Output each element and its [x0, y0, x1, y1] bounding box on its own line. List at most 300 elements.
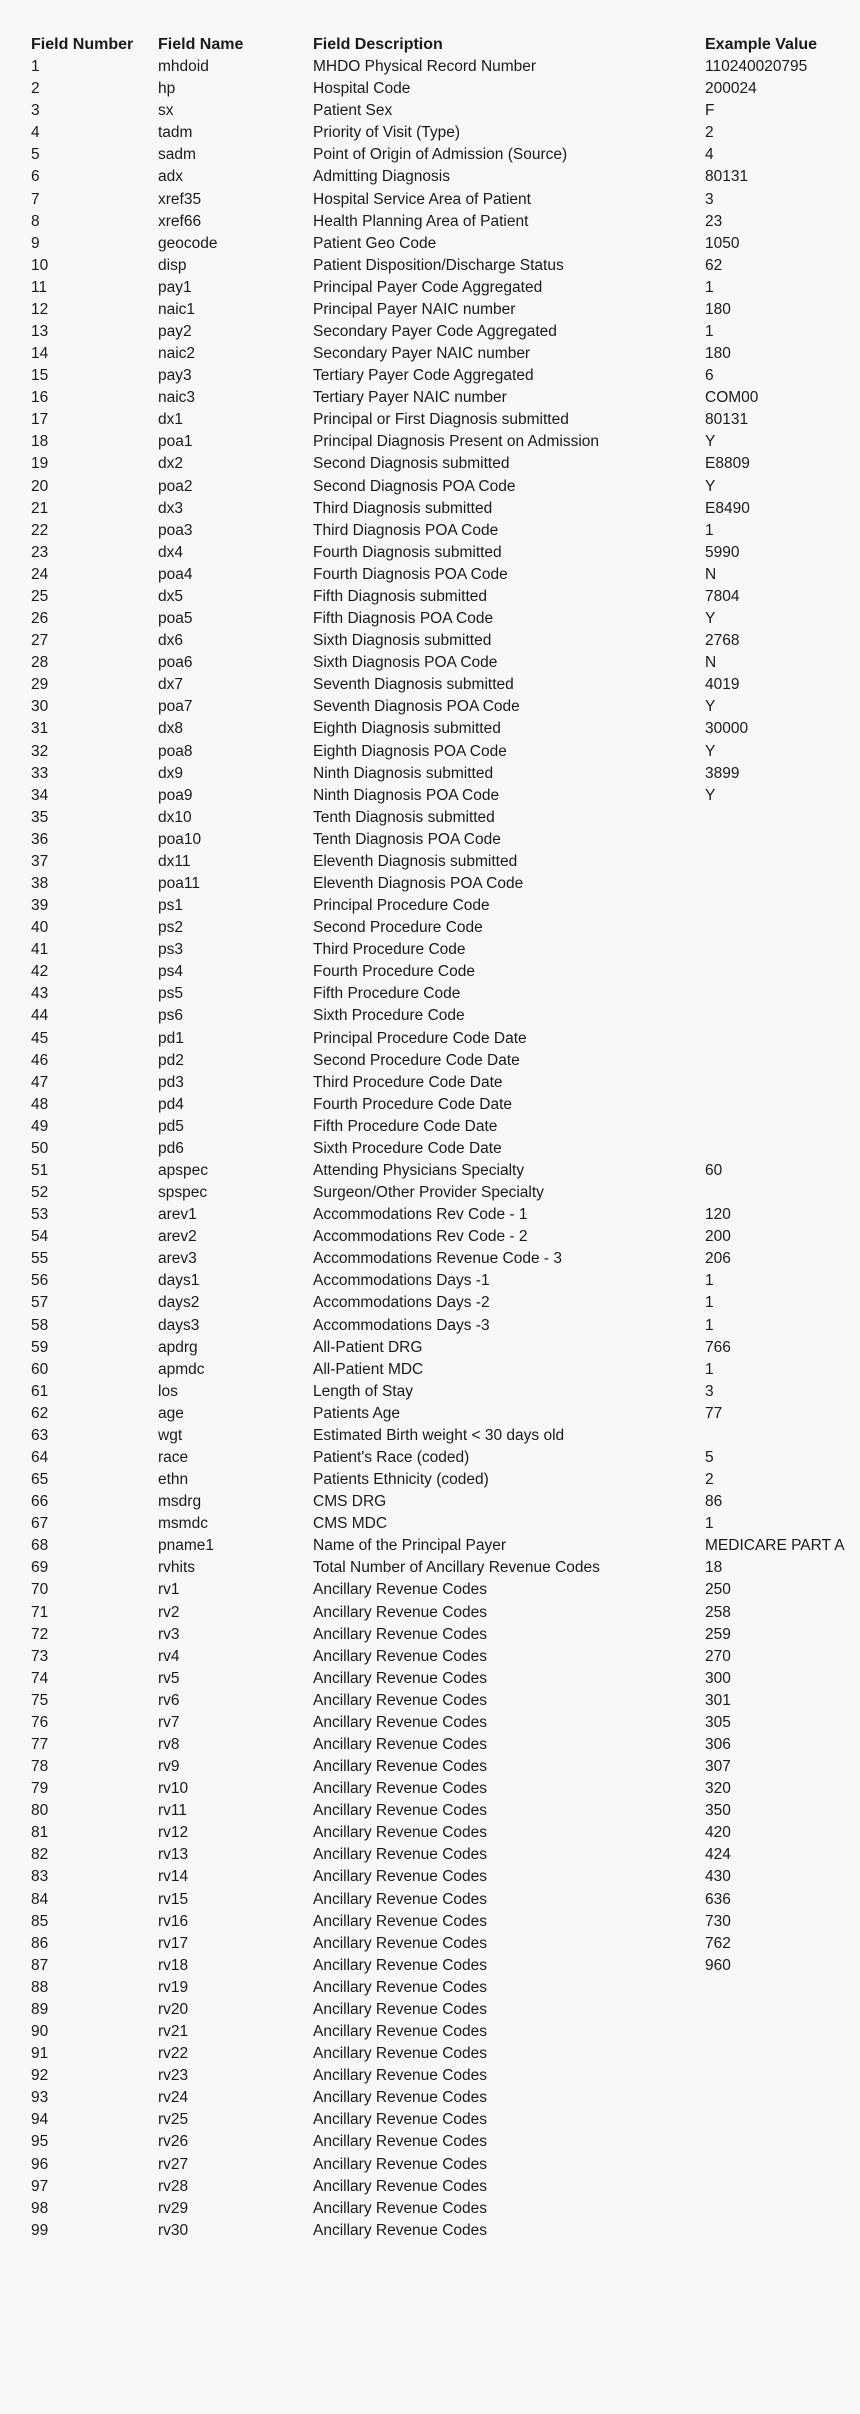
example-value-cell: 60	[705, 1161, 723, 1179]
field-description-cell: Ancillary Revenue Codes	[313, 1603, 488, 1621]
example-value-cell: 4	[705, 146, 714, 164]
field-name-cell: pd5	[158, 1117, 184, 1135]
field-description-cell: Point of Origin of Admission (Source)	[313, 146, 568, 164]
field-name-cell: poa11	[158, 874, 200, 892]
field-name-cell: dx1	[158, 411, 183, 429]
table-row	[0, 564, 860, 586]
field-number-cell: 61	[31, 1382, 49, 1400]
example-value-cell: 1050	[705, 234, 740, 252]
field-name-cell: pd6	[158, 1139, 184, 1157]
table-row	[0, 387, 860, 409]
field-number-cell: 16	[31, 389, 49, 407]
field-description-cell: Estimated Birth weight < 30 days old	[313, 1426, 565, 1444]
field-name-cell: hp	[158, 80, 176, 98]
field-number-cell: 54	[31, 1228, 49, 1246]
table-row	[0, 961, 860, 983]
table-row	[0, 255, 860, 277]
field-number-cell: 38	[31, 874, 49, 892]
table-row	[0, 1624, 860, 1646]
field-number-cell: 74	[31, 1669, 49, 1687]
field-description-cell: Third Procedure Code Date	[313, 1073, 503, 1091]
field-name-cell: los	[158, 1382, 178, 1400]
table-row	[0, 1381, 860, 1403]
example-value-cell: 730	[705, 1912, 731, 1930]
field-name-cell: dx3	[158, 499, 183, 517]
table-row	[0, 233, 860, 255]
field-description-cell: Second Procedure Code Date	[313, 1051, 520, 1069]
field-number-cell: 15	[31, 367, 49, 385]
field-number-cell: 63	[31, 1426, 49, 1444]
example-value-cell: 307	[705, 1758, 731, 1776]
field-name-cell: dx6	[158, 632, 183, 650]
table-row	[0, 873, 860, 895]
field-number-cell: 10	[31, 256, 49, 274]
example-value-cell: N	[705, 654, 717, 672]
field-name-cell: ethn	[158, 1471, 189, 1489]
field-number-cell: 46	[31, 1051, 49, 1069]
field-description-cell: Length of Stay	[313, 1382, 413, 1400]
table-row	[0, 1491, 860, 1513]
field-name-cell: pay2	[158, 323, 192, 341]
field-number-cell: 97	[31, 2177, 49, 2195]
field-description-cell: Seventh Diagnosis POA Code	[313, 698, 520, 716]
table-row	[0, 674, 860, 696]
field-name-cell: pd2	[158, 1051, 184, 1069]
field-number-cell: 33	[31, 764, 49, 782]
field-name-cell: race	[158, 1449, 189, 1466]
field-number-cell: 36	[31, 830, 49, 848]
field-number-cell: 92	[31, 2067, 49, 2085]
field-description-cell: Accommodations Days -2	[313, 1294, 490, 1312]
field-description-cell: Ancillary Revenue Codes	[313, 1581, 488, 1599]
field-name-cell: rv28	[158, 2177, 189, 2195]
field-number-cell: 81	[31, 1824, 49, 1842]
table-row	[0, 2109, 860, 2131]
example-value-cell: 1	[705, 1294, 714, 1312]
field-name-cell: rv3	[158, 1625, 180, 1643]
field-description-cell: Ancillary Revenue Codes	[313, 1625, 488, 1643]
field-description-cell: Third Diagnosis POA Code	[313, 521, 499, 539]
field-name-cell: poa10	[158, 830, 202, 848]
table-row	[0, 1270, 860, 1292]
table-row	[0, 365, 860, 387]
field-name-cell: ps4	[158, 963, 183, 981]
field-description-cell: Sixth Procedure Code Date	[313, 1139, 502, 1157]
field-number-cell: 71	[31, 1603, 49, 1621]
field-name-cell: rv20	[158, 2000, 189, 2018]
field-name-cell: xref35	[158, 190, 202, 208]
table-row	[0, 2087, 860, 2109]
field-description-cell: All-Patient MDC	[313, 1360, 424, 1378]
table-row	[0, 1911, 860, 1933]
table-row	[0, 1822, 860, 1844]
field-description-cell: Sixth Procedure Code	[313, 1007, 465, 1025]
field-name-cell: pd4	[158, 1095, 184, 1113]
field-number-cell: 20	[31, 477, 49, 495]
table-row	[0, 895, 860, 917]
field-name-cell: poa5	[158, 610, 193, 628]
field-number-cell: 59	[31, 1338, 49, 1356]
field-number-cell: 45	[31, 1029, 49, 1047]
field-number-cell: 22	[31, 521, 49, 539]
field-description-cell: Ancillary Revenue Codes	[313, 2199, 488, 2217]
example-value-cell: 6	[705, 367, 714, 385]
example-value-cell: 300	[705, 1669, 731, 1687]
table-row	[0, 189, 860, 211]
field-name-cell: rv4	[158, 1647, 180, 1665]
field-description-cell: Ancillary Revenue Codes	[313, 2067, 488, 2085]
example-value-cell: MEDICARE PART A	[705, 1537, 845, 1555]
field-description-cell: Ancillary Revenue Codes	[313, 1802, 488, 1820]
field-description-cell: Total Number of Ancillary Revenue Codes	[313, 1559, 600, 1577]
field-name-cell: dx7	[158, 676, 183, 694]
field-name-cell: spspec	[158, 1184, 208, 1202]
field-description-cell: Priority of Visit (Type)	[313, 124, 461, 142]
field-number-cell: 19	[31, 455, 49, 473]
example-value-cell: 2	[705, 124, 714, 142]
field-name-cell: sx	[158, 102, 174, 120]
example-value-cell: 3	[705, 1382, 714, 1400]
example-value-cell: N	[705, 565, 717, 583]
field-description-cell: Third Procedure Code	[313, 941, 466, 959]
field-name-cell: rv15	[158, 1890, 189, 1908]
table-row	[0, 542, 860, 564]
field-number-cell: 75	[31, 1691, 49, 1709]
field-name-cell: rv12	[158, 1824, 189, 1842]
field-name-cell: rv7	[158, 1713, 180, 1731]
field-name-cell: rv21	[158, 2023, 189, 2041]
example-value-cell: E8490	[705, 499, 750, 517]
field-number-cell: 12	[31, 300, 49, 318]
field-description-cell: Eighth Diagnosis submitted	[313, 720, 501, 738]
field-name-cell: age	[158, 1404, 184, 1422]
field-description-cell: Ancillary Revenue Codes	[313, 1736, 488, 1754]
example-value-cell: 4019	[705, 676, 740, 694]
table-row	[0, 917, 860, 939]
table-row	[0, 1734, 860, 1756]
field-description-cell: Ancillary Revenue Codes	[313, 1758, 488, 1776]
field-description-cell: MHDO Physical Record Number	[313, 58, 537, 76]
table-row	[0, 1447, 860, 1469]
table-row	[0, 1955, 860, 1977]
field-description-cell: Ancillary Revenue Codes	[313, 2111, 488, 2129]
field-name-cell: poa3	[158, 521, 193, 539]
field-number-cell: 40	[31, 919, 49, 937]
field-number-cell: 55	[31, 1250, 49, 1268]
example-value-cell: 259	[705, 1625, 731, 1643]
field-description-cell: Ancillary Revenue Codes	[313, 1868, 488, 1886]
field-number-cell: 95	[31, 2133, 49, 2151]
field-number-cell: 67	[31, 1515, 49, 1533]
field-name-cell: naic2	[158, 345, 196, 363]
field-number-cell: 9	[31, 234, 40, 252]
field-description-cell: All-Patient DRG	[313, 1338, 423, 1356]
example-value-cell: 320	[705, 1780, 731, 1798]
field-number-cell: 31	[31, 720, 49, 738]
table-row	[0, 2220, 860, 2242]
field-description-cell: Ancillary Revenue Codes	[313, 1647, 488, 1665]
table-row	[0, 1160, 860, 1182]
table-row	[0, 1557, 860, 1579]
example-value-cell: 350	[705, 1802, 731, 1820]
field-name-cell: tadm	[158, 124, 193, 142]
field-description-cell: Sixth Diagnosis POA Code	[313, 654, 498, 672]
field-description-cell: Accommodations Rev Code - 2	[313, 1228, 528, 1246]
field-number-cell: 42	[31, 963, 49, 981]
field-name-cell: rv1	[158, 1581, 180, 1599]
field-number-cell: 13	[31, 323, 49, 341]
field-name-cell: msdrg	[158, 1493, 202, 1511]
field-number-cell: 83	[31, 1868, 49, 1886]
example-value-cell: 306	[705, 1736, 731, 1754]
table-row	[0, 299, 860, 321]
field-description-cell: Tenth Diagnosis POA Code	[313, 830, 501, 848]
example-value-cell: 430	[705, 1868, 731, 1886]
field-description-cell: Fourth Procedure Code Date	[313, 1095, 513, 1113]
table-row	[0, 696, 860, 718]
field-name-cell: rv23	[158, 2067, 189, 2085]
table-row	[0, 1248, 860, 1270]
table-row	[0, 144, 860, 166]
field-name-cell: dx8	[158, 720, 183, 738]
field-description-cell: Patient Sex	[313, 102, 393, 120]
table-row	[0, 1094, 860, 1116]
table-row	[0, 1602, 860, 1624]
table-row	[0, 807, 860, 829]
field-description-cell: Patients Age	[313, 1404, 401, 1422]
field-number-cell: 52	[31, 1184, 49, 1202]
example-value-cell: 1	[705, 1360, 714, 1378]
field-name-cell: pd3	[158, 1073, 184, 1091]
field-number-cell: 51	[31, 1161, 49, 1179]
header-field-number: Field Number	[31, 36, 134, 53]
field-description-cell: Seventh Diagnosis submitted	[313, 676, 514, 694]
example-value-cell: 3899	[705, 764, 740, 782]
field-name-cell: pay3	[158, 367, 192, 385]
example-value-cell: 1	[705, 323, 714, 341]
field-number-cell: 6	[31, 168, 40, 186]
field-name-cell: sadm	[158, 146, 196, 164]
table-row	[0, 1425, 860, 1447]
field-description-cell: CMS MDC	[313, 1515, 388, 1533]
field-description-cell: Ninth Diagnosis POA Code	[313, 786, 500, 804]
table-row	[0, 1889, 860, 1911]
field-description-cell: Ancillary Revenue Codes	[313, 2177, 488, 2195]
table-row	[0, 1844, 860, 1866]
field-number-cell: 26	[31, 610, 49, 628]
field-description-cell: Second Diagnosis POA Code	[313, 477, 516, 495]
field-name-cell: rv6	[158, 1691, 180, 1709]
field-number-cell: 72	[31, 1625, 49, 1643]
field-name-cell: days3	[158, 1316, 200, 1334]
example-value-cell: 110240020795	[705, 58, 808, 76]
table-row	[0, 1028, 860, 1050]
field-description-cell: Ancillary Revenue Codes	[313, 1978, 488, 1996]
field-name-cell: dx2	[158, 455, 183, 473]
field-description-cell: Hospital Code	[313, 80, 411, 98]
table-row	[0, 1182, 860, 1204]
example-value-cell: 1	[705, 1316, 714, 1334]
example-value-cell: 7804	[705, 587, 740, 605]
field-name-cell: wgt	[158, 1426, 183, 1444]
field-description-cell: Principal Payer NAIC number	[313, 300, 516, 318]
example-value-cell: 86	[705, 1493, 723, 1511]
example-value-cell: 180	[705, 345, 731, 363]
example-value-cell: 80131	[705, 411, 749, 429]
field-number-cell: 48	[31, 1095, 49, 1113]
table-row	[0, 1579, 860, 1601]
field-description-cell: Ninth Diagnosis submitted	[313, 764, 494, 782]
field-description-cell: Attending Physicians Specialty	[313, 1161, 525, 1179]
field-number-cell: 49	[31, 1117, 49, 1135]
field-number-cell: 27	[31, 632, 49, 650]
example-value-cell: 3	[705, 190, 714, 208]
table-row	[0, 498, 860, 520]
table-row	[0, 983, 860, 1005]
field-number-cell: 69	[31, 1559, 49, 1577]
example-value-cell: Y	[705, 742, 716, 760]
example-value-cell: 80131	[705, 168, 749, 186]
field-description-cell: Eleventh Diagnosis submitted	[313, 852, 518, 870]
example-value-cell: 305	[705, 1713, 731, 1731]
table-row	[0, 1292, 860, 1314]
field-description-cell: Ancillary Revenue Codes	[313, 1890, 488, 1908]
field-name-cell: rv10	[158, 1780, 189, 1798]
table-row	[0, 1204, 860, 1226]
field-description-cell: Ancillary Revenue Codes	[313, 1713, 488, 1731]
field-name-cell: geocode	[158, 234, 218, 252]
field-description-cell: Ancillary Revenue Codes	[313, 1846, 488, 1864]
example-value-cell: 1	[705, 521, 714, 539]
table-row	[0, 431, 860, 453]
field-name-cell: ps6	[158, 1007, 183, 1025]
field-number-cell: 60	[31, 1360, 49, 1378]
field-table	[0, 34, 860, 2242]
table-row	[0, 785, 860, 807]
field-name-cell: ps2	[158, 919, 183, 937]
field-name-cell: msmdc	[158, 1515, 208, 1533]
field-description-cell: Third Diagnosis submitted	[313, 499, 493, 517]
field-description-cell: Tertiary Payer NAIC number	[313, 389, 507, 407]
field-name-cell: days1	[158, 1272, 200, 1290]
field-number-cell: 85	[31, 1912, 49, 1930]
example-value-cell: 960	[705, 1956, 731, 1974]
example-value-cell: 636	[705, 1890, 731, 1908]
field-number-cell: 56	[31, 1272, 49, 1290]
table-row	[0, 211, 860, 233]
table-row	[0, 1050, 860, 1072]
example-value-cell: 5	[705, 1449, 714, 1466]
table-row	[0, 1513, 860, 1535]
field-description-cell: Ancillary Revenue Codes	[313, 1934, 488, 1952]
table-row	[0, 277, 860, 299]
field-number-cell: 66	[31, 1493, 49, 1511]
field-name-cell: rv30	[158, 2221, 189, 2239]
field-name-cell: poa1	[158, 433, 193, 451]
field-number-cell: 35	[31, 808, 49, 826]
example-value-cell: 1	[705, 1515, 714, 1533]
field-name-cell: poa8	[158, 742, 193, 760]
example-value-cell: 30000	[705, 720, 749, 738]
field-description-cell: Tenth Diagnosis submitted	[313, 808, 495, 826]
field-number-cell: 70	[31, 1581, 49, 1599]
table-row	[0, 166, 860, 188]
field-number-cell: 43	[31, 985, 49, 1003]
field-description-cell: Principal or First Diagnosis submitted	[313, 411, 569, 429]
field-description-cell: Fifth Procedure Code	[313, 985, 461, 1003]
field-description-cell: Principal Diagnosis Present on Admission	[313, 433, 600, 451]
example-value-cell: COM00	[705, 389, 759, 407]
field-name-cell: rv8	[158, 1736, 180, 1754]
example-value-cell: 2768	[705, 632, 740, 650]
field-name-cell: pay1	[158, 278, 192, 296]
field-name-cell: apdrg	[158, 1338, 198, 1356]
field-number-cell: 3	[31, 102, 40, 120]
field-description-cell: Patient Geo Code	[313, 234, 437, 252]
field-description-cell: Ancillary Revenue Codes	[313, 1669, 488, 1687]
field-name-cell: poa6	[158, 654, 193, 672]
field-number-cell: 5	[31, 146, 40, 164]
example-value-cell: 200024	[705, 80, 757, 98]
field-number-cell: 30	[31, 698, 49, 716]
field-name-cell: arev2	[158, 1228, 197, 1246]
example-value-cell: 250	[705, 1581, 731, 1599]
field-name-cell: rv24	[158, 2089, 189, 2107]
field-number-cell: 91	[31, 2045, 49, 2063]
table-row	[0, 608, 860, 630]
field-number-cell: 32	[31, 742, 49, 760]
field-number-cell: 23	[31, 543, 49, 561]
field-name-cell: mhdoid	[158, 58, 209, 76]
table-row	[0, 1005, 860, 1027]
field-number-cell: 99	[31, 2221, 49, 2239]
table-row	[0, 100, 860, 122]
field-name-cell: apmdc	[158, 1360, 205, 1378]
field-description-cell: Fourth Procedure Code	[313, 963, 475, 981]
field-number-cell: 87	[31, 1956, 49, 1974]
field-description-cell: Ancillary Revenue Codes	[313, 1956, 488, 1974]
field-description-cell: Fourth Diagnosis POA Code	[313, 565, 508, 583]
header-field-name: Field Name	[158, 36, 244, 53]
field-name-cell: rv5	[158, 1669, 180, 1687]
table-row	[0, 1778, 860, 1800]
table-row	[0, 1646, 860, 1668]
field-number-cell: 41	[31, 941, 49, 959]
example-value-cell: Y	[705, 786, 716, 804]
field-description-cell: Tertiary Payer Code Aggregated	[313, 367, 534, 385]
table-row	[0, 453, 860, 475]
field-number-cell: 37	[31, 852, 49, 870]
field-name-cell: disp	[158, 256, 187, 274]
table-row	[0, 1403, 860, 1425]
field-name-cell: ps5	[158, 985, 183, 1003]
field-description-cell: Ancillary Revenue Codes	[313, 2023, 488, 2041]
field-number-cell: 98	[31, 2199, 49, 2217]
field-number-cell: 82	[31, 1846, 49, 1864]
table-row	[0, 56, 860, 78]
example-value-cell: 18	[705, 1559, 723, 1577]
field-name-cell: dx4	[158, 543, 183, 561]
field-number-cell: 44	[31, 1007, 49, 1025]
field-description-cell: Name of the Principal Payer	[313, 1537, 506, 1555]
table-row	[0, 1116, 860, 1138]
field-number-cell: 2	[31, 80, 40, 98]
example-value-cell: 301	[705, 1691, 731, 1709]
field-number-cell: 58	[31, 1316, 49, 1334]
field-description-cell: Ancillary Revenue Codes	[313, 1824, 488, 1842]
field-name-cell: ps3	[158, 941, 183, 959]
field-description-cell: Ancillary Revenue Codes	[313, 2000, 488, 2018]
